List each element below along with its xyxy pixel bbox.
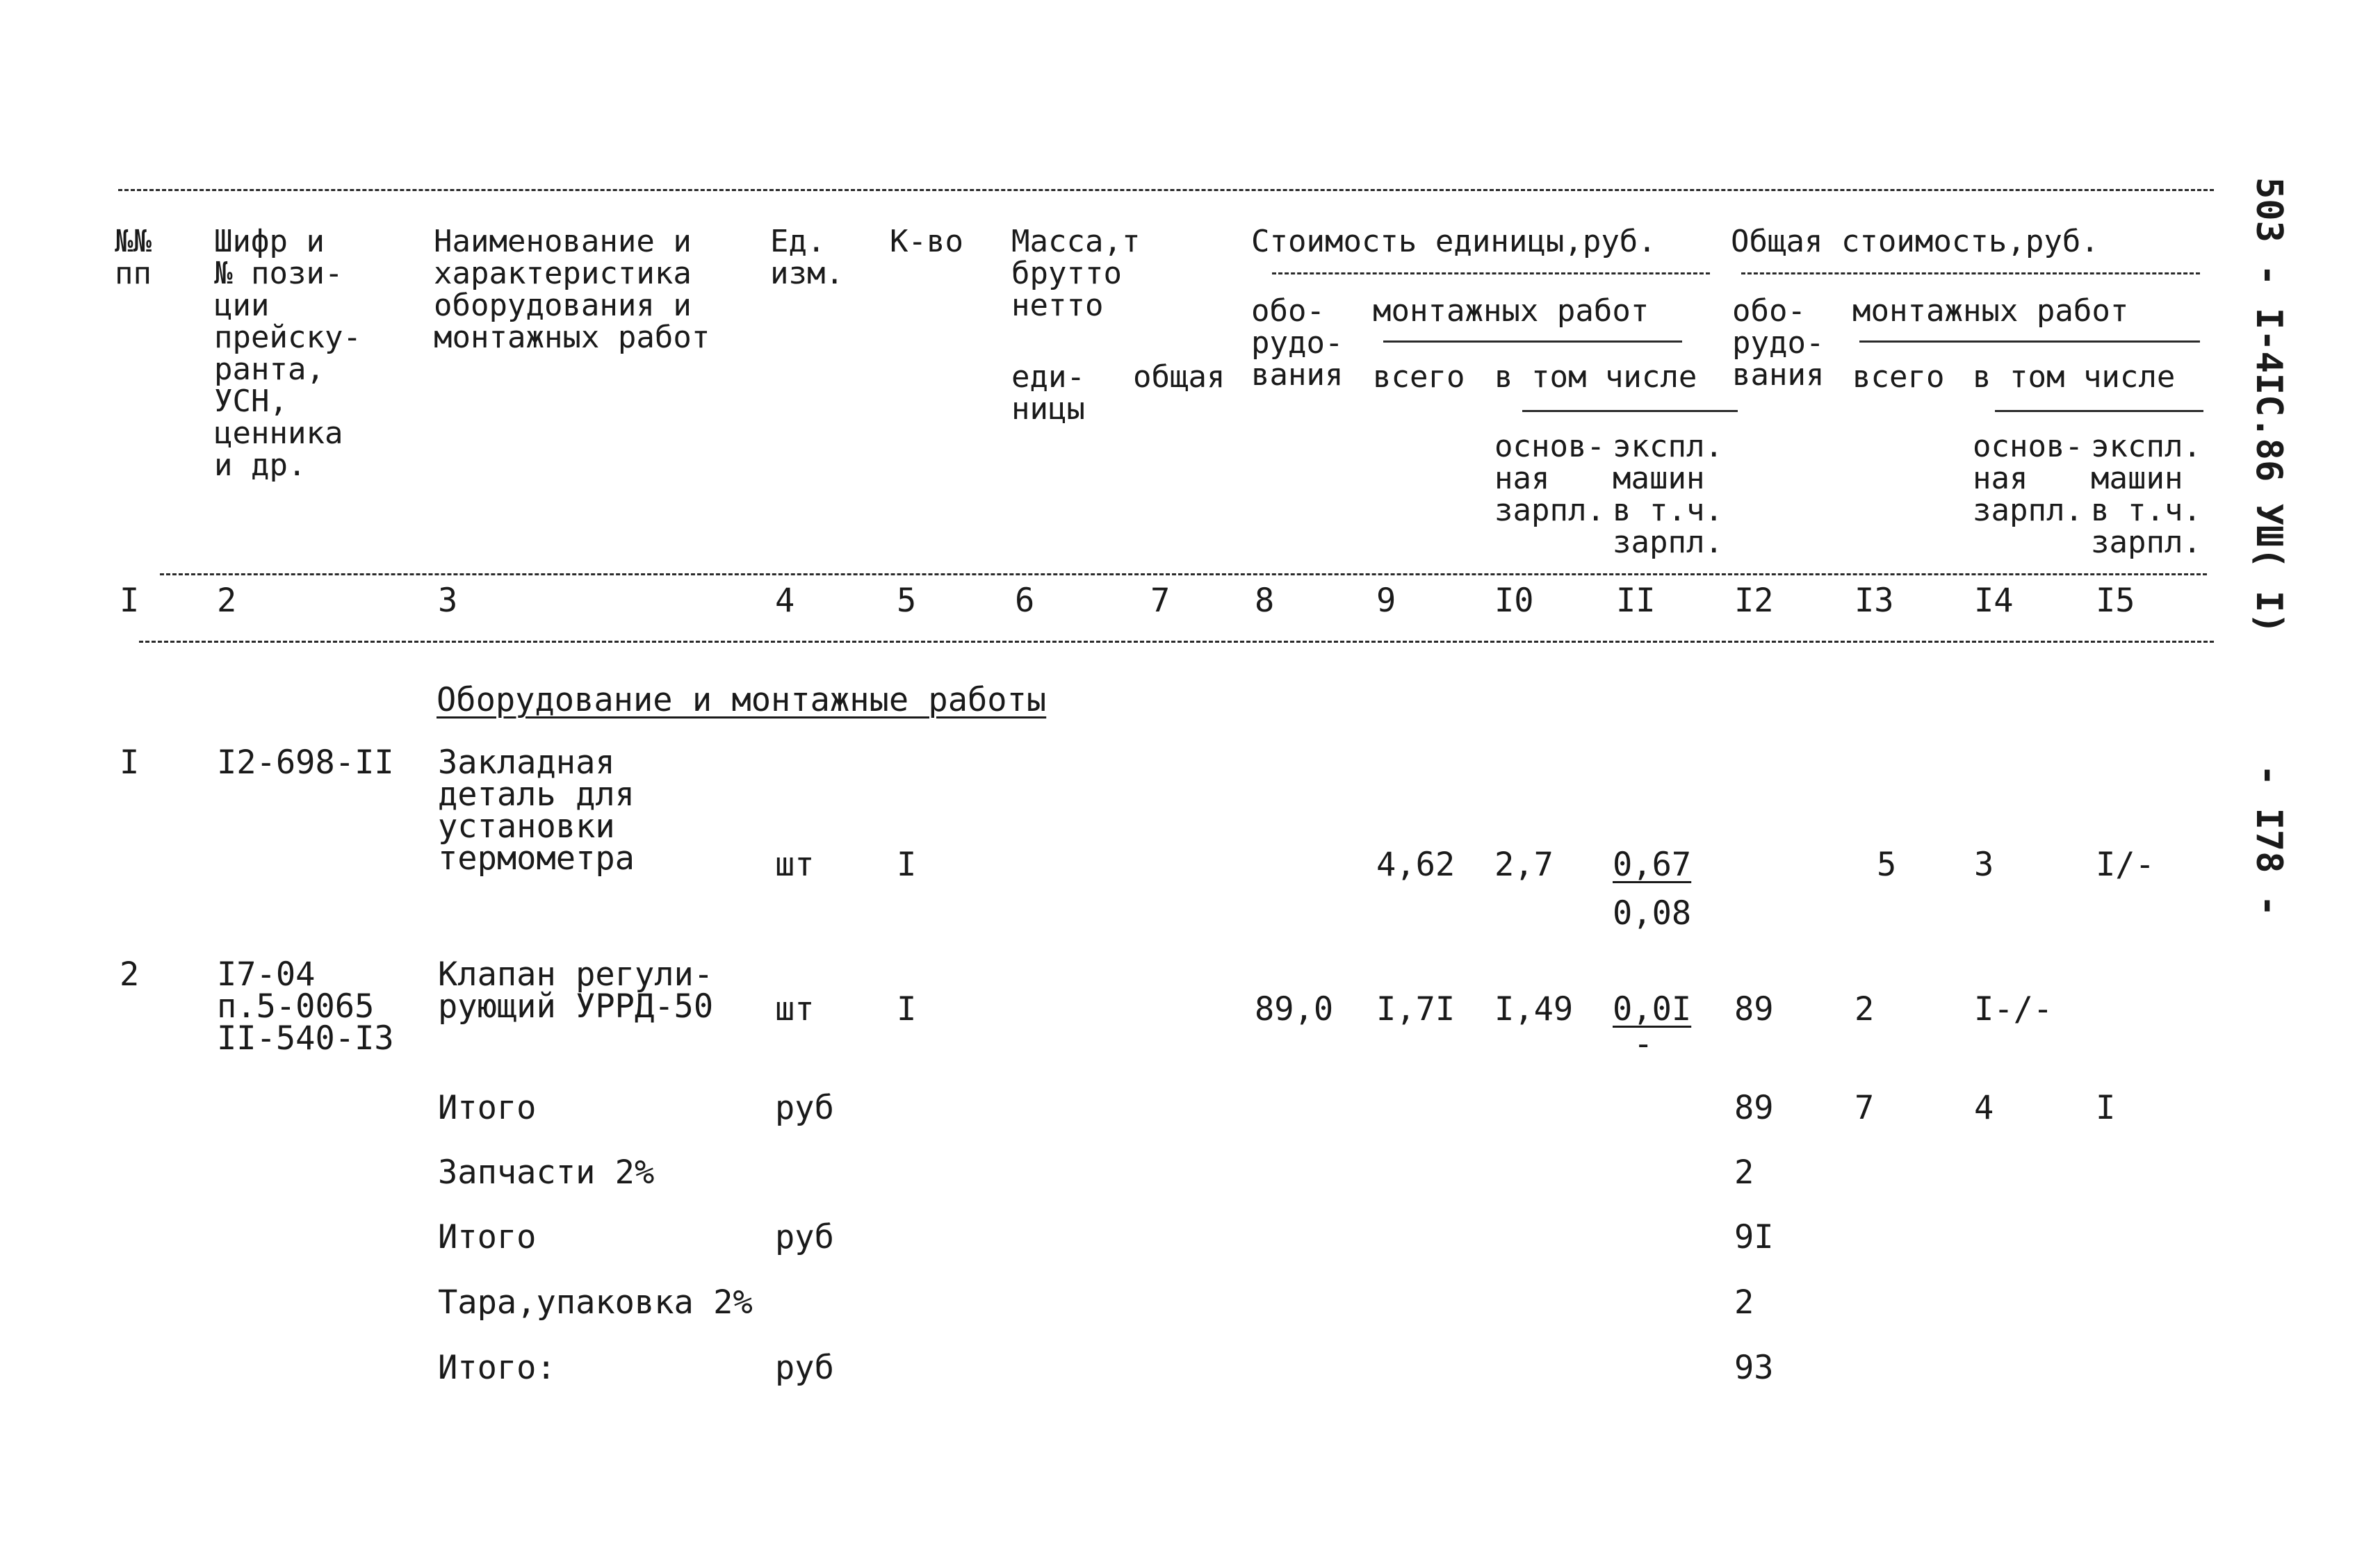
col-number: 7 xyxy=(1150,582,1171,620)
header-install-total: монтажных работ xyxy=(1852,293,2129,329)
header-bottom-rule xyxy=(160,573,2207,575)
header-incl-total: в том числе xyxy=(1973,359,2176,395)
header-code: Шифр и № пози- ции прейску- ранта, УСН, ценника и др. xyxy=(214,224,361,483)
row2-c10: I,49 xyxy=(1494,990,1574,1028)
row2-name: Клапан регули- рующий УРРД-50 xyxy=(438,955,714,1026)
row1-c13: 5 xyxy=(1877,846,1897,884)
row1-unit: шт xyxy=(775,846,815,884)
col-number: I3 xyxy=(1855,582,1894,620)
incl-rule-left xyxy=(1522,410,1738,412)
packing-c12: 2 xyxy=(1734,1283,1754,1322)
grand-total-c12: 93 xyxy=(1734,1349,1774,1387)
row2-c14: I-/- xyxy=(1974,990,2053,1028)
col-number: 2 xyxy=(217,582,237,620)
col-number: I0 xyxy=(1494,582,1534,620)
header-unit: Ед. изм. xyxy=(770,224,844,291)
col-number: 4 xyxy=(775,582,795,620)
col-number: I4 xyxy=(1974,582,2014,620)
total2-unit: руб xyxy=(775,1218,834,1256)
total1-c12: 89 xyxy=(1734,1089,1774,1127)
col-number: 5 xyxy=(897,582,917,620)
row2-c9: I,7I xyxy=(1376,990,1456,1028)
numbers-bottom-rule xyxy=(139,641,2214,643)
col-number: 9 xyxy=(1376,582,1396,620)
row2-c8: 89,0 xyxy=(1255,990,1334,1028)
incl-rule-right xyxy=(1995,410,2203,412)
row1-name: Закладная деталь для установки термометра xyxy=(438,744,635,878)
header-unit-cost: Стоимость единицы,руб. xyxy=(1251,224,1656,259)
install-rule-left xyxy=(1383,340,1682,343)
total1-label: Итого xyxy=(438,1089,537,1127)
total1-c14: 4 xyxy=(1974,1089,1994,1127)
header-mass-unit: еди- ницы xyxy=(1011,359,1085,427)
header-name: Наименование и характеристика оборудования и монтажных работ xyxy=(434,224,710,355)
row1-qty: I xyxy=(897,846,917,884)
row2-c11: 0,0I xyxy=(1613,990,1692,1028)
header-equip-total: обо- рудо- вания xyxy=(1732,293,1825,393)
total1-unit: руб xyxy=(775,1089,834,1127)
row1-c11: 0,67 xyxy=(1613,846,1692,884)
page-number: - I78 - xyxy=(2248,764,2290,917)
row1-num: I xyxy=(120,744,140,782)
packing-label: Тара,упаковка 2% xyxy=(438,1283,753,1322)
header-equip-unit: обо- рудо- вания xyxy=(1251,293,1344,393)
spares-label: Запчасти 2% xyxy=(438,1153,655,1192)
total1-c15: I xyxy=(2096,1089,2116,1127)
row1-c10: 2,7 xyxy=(1494,846,1554,884)
col-number: I5 xyxy=(2096,582,2135,620)
header-mass: Масса,т брутто нетто xyxy=(1011,224,1141,323)
spares-c12: 2 xyxy=(1734,1153,1754,1192)
col-number: 3 xyxy=(438,582,458,620)
grand-total-unit: руб xyxy=(775,1349,834,1387)
row1-code: I2-698-II xyxy=(217,744,394,782)
row2-unit: шт xyxy=(775,990,815,1028)
header-install-unit: монтажных работ xyxy=(1373,293,1649,329)
doc-code: 503 - I-4IC.86 УШ( I) xyxy=(2248,177,2290,634)
row1-c11b: 0,08 xyxy=(1613,894,1692,933)
header-all-unit: всего xyxy=(1373,359,1465,395)
col-number: II xyxy=(1616,582,1656,620)
row2-qty: I xyxy=(897,990,917,1028)
header-all-total: всего xyxy=(1852,359,1945,395)
total2-c12: 9I xyxy=(1734,1218,1774,1256)
header-base-total: основ- ная зарпл. xyxy=(1973,429,2083,528)
row2-num: 2 xyxy=(120,955,140,994)
row2-c13: 2 xyxy=(1855,990,1875,1028)
header-base-unit: основ- ная зарпл. xyxy=(1494,429,1605,528)
row1-c14: 3 xyxy=(1974,846,1994,884)
unit-cost-rule xyxy=(1272,272,1710,274)
row1-c15: I/- xyxy=(2096,846,2155,884)
col-number: I2 xyxy=(1734,582,1774,620)
total2-label: Итого xyxy=(438,1218,537,1256)
row2-code: I7-04 п.5-0065 II-540-I3 xyxy=(217,955,394,1058)
col-number: 6 xyxy=(1015,582,1035,620)
header-exp-total: экспл. машин в т.ч. зарпл. xyxy=(2091,429,2201,560)
col-number: 8 xyxy=(1255,582,1275,620)
header-total-cost: Общая стоимость,руб. xyxy=(1731,224,2099,259)
grand-total-label: Итого: xyxy=(438,1349,556,1387)
header-qty: К-во xyxy=(890,224,963,259)
total-cost-rule xyxy=(1741,272,2200,274)
row1-c9: 4,62 xyxy=(1376,846,1456,884)
header-mass-total: общая xyxy=(1133,359,1225,395)
install-rule-right xyxy=(1859,340,2200,343)
top-rule xyxy=(118,189,2214,191)
total1-c13: 7 xyxy=(1855,1089,1875,1127)
header-incl-unit: в том числе xyxy=(1494,359,1697,395)
header-num: №№ пп xyxy=(115,224,152,291)
header-exp-unit: экспл. машин в т.ч. зарпл. xyxy=(1613,429,1723,560)
row2-c11b: - xyxy=(1633,1025,1654,1063)
col-number: I xyxy=(120,582,140,620)
row2-c12: 89 xyxy=(1734,990,1774,1028)
section-title: Оборудование и монтажные работы xyxy=(437,681,1047,719)
